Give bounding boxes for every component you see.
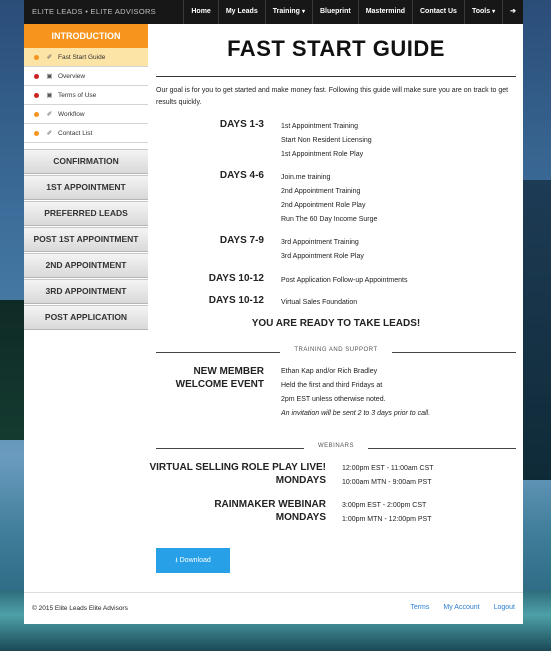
footer-link-my-account[interactable]: My Account [443,604,480,611]
nav-item-blueprint[interactable]: Blueprint [312,0,358,24]
background-trees-right [523,180,551,480]
pencil-icon: ✐ [46,130,53,137]
sidebar-subitem-fast-start-guide[interactable] [24,48,148,67]
sidebar-section-confirmation[interactable]: CONFIRMATION [24,149,148,174]
footer-copyright: © 2015 Elite Leads Elite Advisors [32,605,128,612]
sidebar-subitem-terms-of-use[interactable] [24,86,148,105]
sidebar-subitem-label: Fast Start Guide [58,53,106,61]
footer-links [410,604,515,611]
days-items [281,171,377,227]
background-trees-left [0,300,26,440]
days-label: DAYS 10-12 [208,273,264,284]
nav-item-tools[interactable]: Tools ▾ [464,0,502,24]
brand-logo[interactable]: ELITE LEADS • ELITE ADVISORS [32,7,156,16]
footer-link-terms[interactable]: Terms [410,604,430,611]
webinar-times: 3:00pm EST - 2:00pm CST 1:00pm MTN - 12:00pm PST [342,502,432,523]
nav-item-home[interactable]: Home [183,0,217,24]
webinars-header: WEBINARS [317,443,354,449]
task-item: 2nd Appointment Role Play [281,202,366,209]
days-label: DAYS 4-6 [219,170,264,181]
training-header: TRAINING AND SUPPORT [294,347,378,353]
chevron-down-icon: ▾ [301,9,305,15]
main-nav [183,0,523,24]
task-item: 3rd Appointment Role Play [281,253,364,260]
footer-link-logout[interactable]: Logout [493,604,515,611]
pencil-icon: ✐ [46,111,53,118]
webinar-title: VIRTUAL SELLING ROLE PLAY LIVE! MONDAYS [149,462,326,486]
intro-text: Our goal is for you to get started and make money fast. Following this guide will make sure you are on track to get results quickly. [156,87,509,106]
status-dot [34,112,39,117]
nav-item-my-leads[interactable]: My Leads [218,0,265,24]
task-item: 1st Appointment Training [281,123,359,130]
days-label: DAYS 7-9 [219,235,264,246]
video-icon: ▣ [46,73,53,80]
chevron-down-icon: ▾ [492,9,496,15]
invitation-note: An invitation will be sent 2 to 3 days prior to call. [281,410,431,417]
signout-icon[interactable]: ➔ [502,0,523,24]
nav-item-training[interactable]: Training ▾ [265,0,312,24]
nav-item-mastermind[interactable]: Mastermind [358,0,412,24]
task-item: Start Non Resident Licensing [281,137,372,144]
webinar-title: RAINMAKER WEBINAR MONDAYS [214,499,326,523]
sidebar-subitem-label: Contact List [58,129,93,137]
task-item: 2nd Appointment Training [281,188,361,195]
task-item: Virtual Sales Foundation [281,299,358,306]
sidebar-subitem-overview[interactable] [24,67,148,86]
task-item: Join.me training [281,174,331,181]
task-item: 1st Appointment Role Play [281,151,364,158]
status-dot [34,93,39,98]
webinars-divider [156,443,516,453]
footer-divider [24,592,523,593]
days-items [281,274,407,288]
nav-item-contact-us[interactable]: Contact Us [412,0,464,24]
sidebar-subitem-label: Workflow [58,110,85,118]
task-item: Post Application Follow-up Appointments [281,277,408,284]
days-items [281,296,357,310]
top-navbar [24,0,523,24]
status-dot [34,74,39,79]
sidebar-section-post-application[interactable]: POST APPLICATION [24,305,148,330]
sidebar-subitem-workflow[interactable] [24,105,148,124]
status-dot [34,55,39,60]
days-items [281,236,364,264]
sidebar [24,24,148,330]
sidebar-section-post-1st-appointment[interactable]: POST 1ST APPOINTMENT [24,227,148,252]
welcome-event-details: Ethan Kap and/or Rich Bradley Held the first and third Fridays at 2pm EST unless otherwise noted. An invitation will be sent 2 to 3 days prior to call. [281,365,430,421]
days-label: DAYS 10-12 [208,295,264,306]
days-label: DAYS 1-3 [219,119,264,130]
training-divider [156,347,516,357]
sidebar-subitem-label: Terms of Use [58,91,97,99]
sidebar-section-1st-appointment[interactable]: 1ST APPOINTMENT [24,175,148,200]
main-panel [24,24,523,624]
sidebar-header-introduction[interactable]: INTRODUCTION [24,24,148,48]
sidebar-section-3rd-appointment[interactable]: 3RD APPOINTMENT [24,279,148,304]
pencil-icon: ✐ [46,54,53,61]
download-button[interactable]: ⭳ Download [156,548,230,573]
webinar-times: 12:00pm EST - 11:00am CST 10:00am MTN - 9:00am PST [342,465,434,486]
welcome-event-label: NEW MEMBER WELCOME EVENT [175,366,264,390]
sidebar-subitem-label: Overview [58,72,86,80]
days-items [281,120,372,162]
task-item: Run The 60 Day Income Surge [281,216,378,223]
sidebar-section-2nd-appointment[interactable]: 2ND APPOINTMENT [24,253,148,278]
ready-heading: YOU ARE READY TO TAKE LEADS! [251,318,421,329]
sidebar-subitem-contact-list[interactable] [24,124,148,143]
task-item: 3rd Appointment Training [281,239,359,246]
title-divider [156,76,516,77]
page-title: FAST START GUIDE [227,36,445,61]
sidebar-section-preferred-leads[interactable]: PREFERRED LEADS [24,201,148,226]
video-icon: ▣ [46,92,53,99]
status-dot [34,131,39,136]
